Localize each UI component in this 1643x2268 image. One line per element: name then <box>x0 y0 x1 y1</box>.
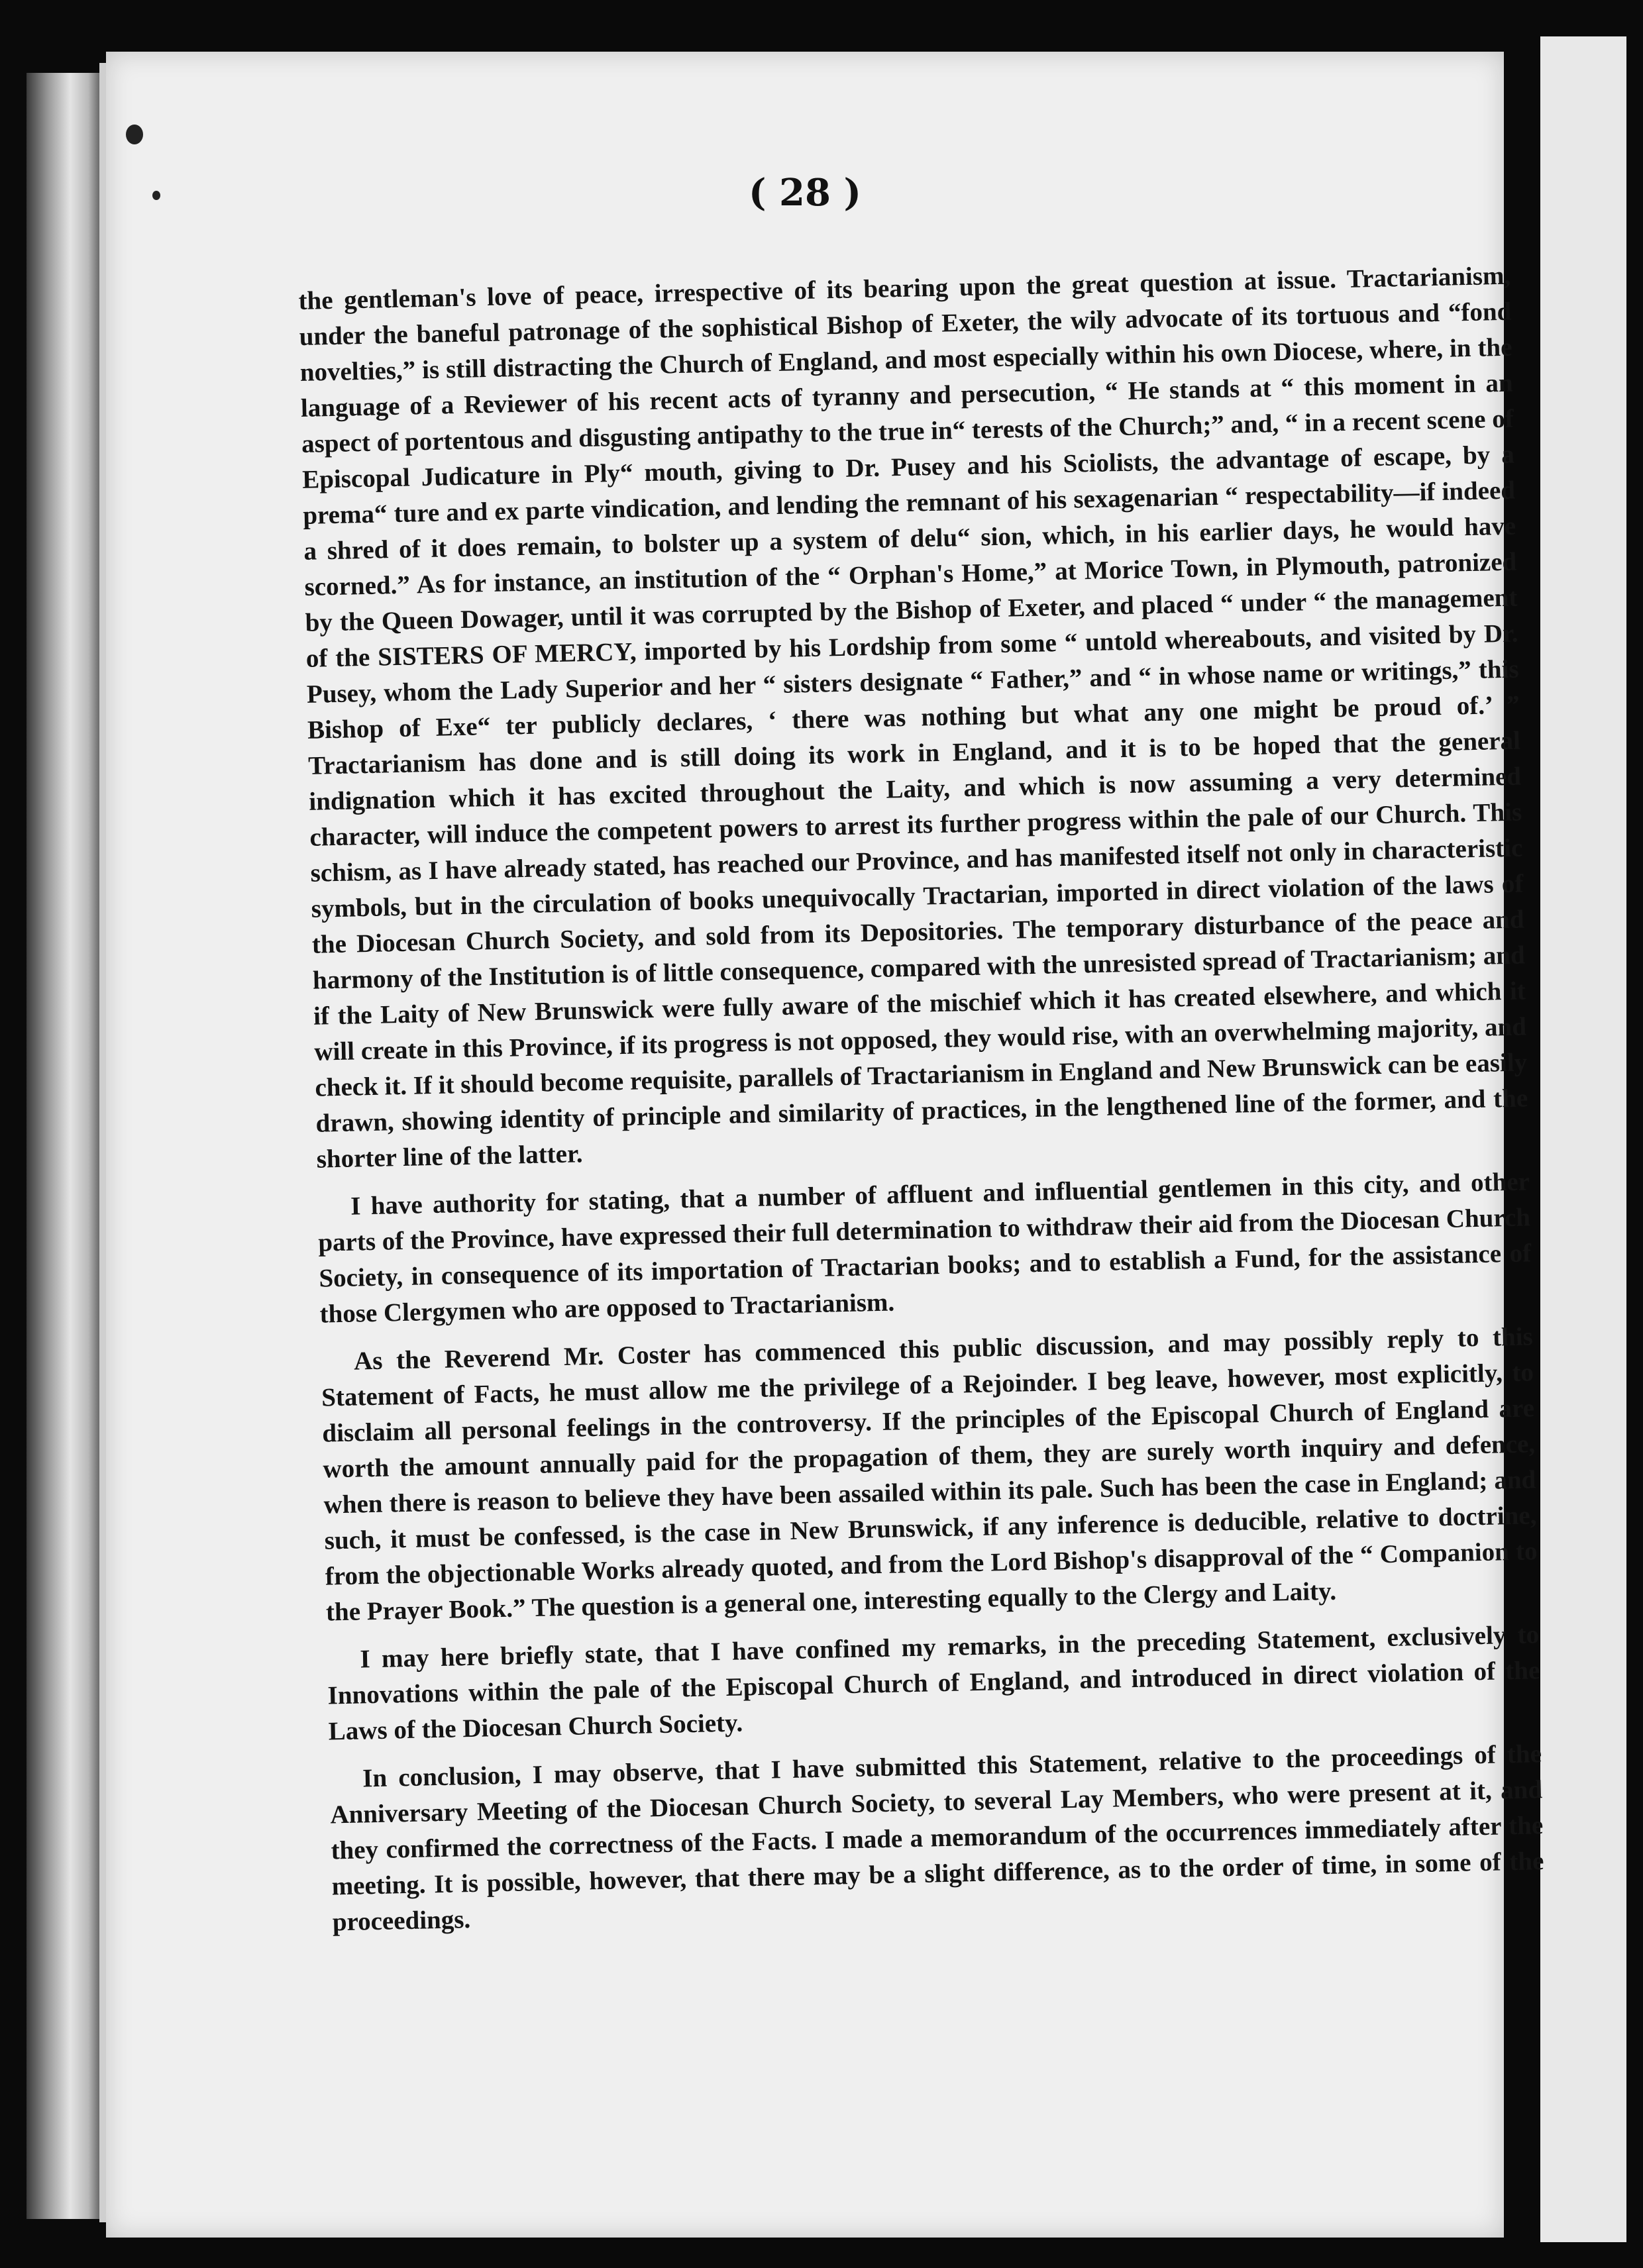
paragraph: In conclusion, I may observe, that I have submitted this Statement, relative to the proceedings of the Anniversary Meeting of the Diocesan Church Society, to several Lay Members, who were present at it, and they confirmed the correctness of the Facts. I made a memorandum of the occurrences immediately after the meeting. It is possible, however, that there may be a slight difference, as to the order of time, in some of the proceedings. <box>329 1739 1544 1937</box>
paragraph: I may here briefly state, that I have confined my remarks, in the preceding Statement, exclusively to Innovations within the pale of the Episcopal Church of England, and introduced in direct violation of the Laws of the Diocesan Church Society. <box>327 1620 1540 1746</box>
paragraph: the gentleman's love of peace, irrespective of its bearing upon the great question at issue. Tractarianism, under the baneful patronage of the sophistical Bishop of Exeter, the wily advocate of its tortuous and “fond novelties,” is still distracting the Church of England, and most especially within his own Diocese, where, in the language of a Reviewer of his recent acts of tyranny and persecution, “ He stands at “ this moment in an aspect of portentous and disgusting antipathy to the true in“ terests of the Church;” and, “ in a recent scene of Episcopal Judicature in Ply“ mouth, giving to Dr. Pusey and his Sciolists, the advantage of escape, by a prema“ ture and ex parte vindication, and lending the remnant of his sexagenarian “ respectability—if indeed a shred of it does remain, to bolster up a system of delu“ sion, which, in his earlier days, he would have scorned.” As for instance, an institution of the “ Orphan's Home,” at Morice Town, in Plymouth, patronized by the Queen Dowager, until it was corrupted by the Bishop of Exeter, and placed “ under “ the management of the SISTERS OF MERCY, imported by his Lordship from some “ untold whereabouts, and visited by Dr. Pusey, whom the Lady Superior and her “ sisters designate “ Father,” and “ in whose name or writings,” this Bishop of Exe“ ter publicly declares, ‘ there was nothing but what any one might be proud of.’ ” Tractarianism has done and is still doing its work in England, and it is to be hoped that the general indignation which it has excited throughout the Laity, and which is now assuming a very determined character, will induce the competent powers to arrest its further progress within the pale of our Church. This schism, as I have already stated, has reached our Province, and has manifested itself not only in characteristic symbols, but in the circulation of books unequivocally Tractarian, imported in direct violation of the laws of the Diocesan Church Society, and sold from its Depositories. The temporary disturbance of the peace and harmony of the Institution is of little consequence, compared with the unresisted spread of Tractarianism; and if the Laity of New Brunswick were fully aware of the mischief which it has created elsewhere, and which it will create in this Province, if its progress is not opposed, they would rise, with an overwhelming majority, and check it. If it should become requisite, parallels of Tractarianism in England and New Brunswick can be easily drawn, showing identity of principle and similarity of practices, in the lengthened line of the former, and the shorter line of the latter. <box>298 261 1528 1174</box>
book-spine <box>26 73 99 2219</box>
paragraph: As the Reverend Mr. Coster has commenced this public discussion, and may possibly reply to this Statement of Facts, he must allow me the privilege of a Rejoinder. I beg leave, however, most explicitly, to disclaim all personal feelings in the controversy. If the principles of the Episcopal Church of England are worth the amount annually paid for the propagation of them, they are surely worth inquiry and defence, when there is reason to believe they have been assailed within its pale. Such has been the case in England; and such, it must be confessed, is the case in New Brunswick, if any inference is deducible, relative to doctrine, from the objectionable Works already quoted, and from the Lord Bishop's disapproval of the “ Companion to the Prayer Book.” The question is a general one, interesting equally to the Clergy and Laity. <box>321 1322 1538 1627</box>
body-text <box>298 258 1545 1941</box>
page-number: ( 28 ) <box>749 171 861 215</box>
paragraph: I have authority for stating, that a number of affluent and influential gentlemen in this city, and other parts of the Province, have expressed their full determination to withdraw their aid from the Diocesan Church Society, in consequence of its importation of Tractarian books; and to establish a Fund, for the assistance of those Clergymen who are opposed to Tractarianism. <box>317 1167 1532 1329</box>
document-page <box>106 52 1544 2238</box>
scan-speck <box>126 125 143 144</box>
adjacent-page-edge <box>1540 36 1626 2242</box>
